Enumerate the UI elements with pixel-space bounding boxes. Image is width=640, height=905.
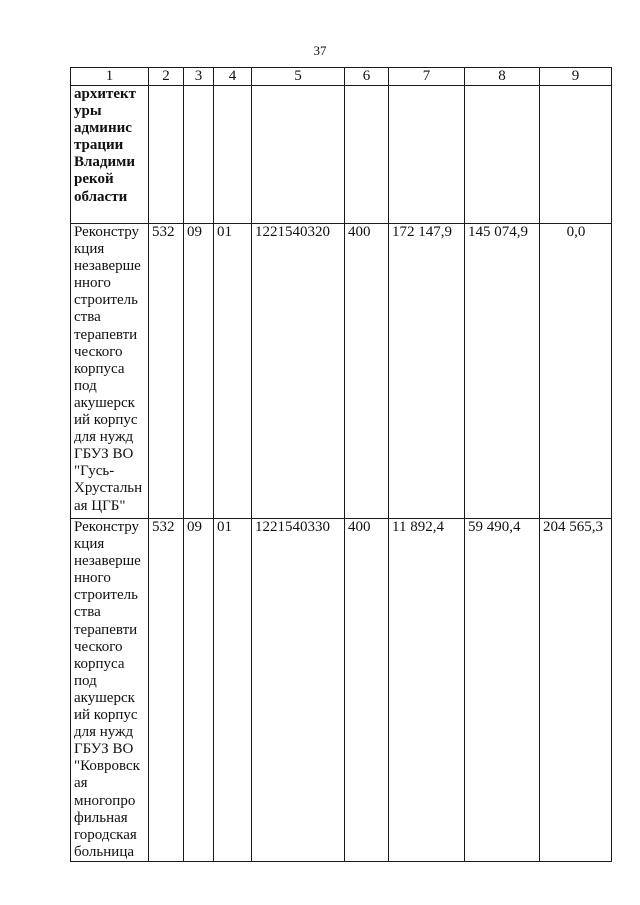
table-cell: 59 490,4 xyxy=(465,519,540,862)
row-name-cell: Реконстру кция незаверше нного строитель ства терапевти ческого корпуса под акушерск ий корпус для нужд ГБУЗ ВО "Ковровск ая многопро фильная городская больница xyxy=(71,519,149,862)
table-cell: 09 xyxy=(184,224,214,519)
table-cell: 0,0 xyxy=(540,224,612,519)
table-cell: 09 xyxy=(184,519,214,862)
table-cell xyxy=(465,86,540,224)
row-name-cell: архитект уры админис трации Владими рекой области xyxy=(71,86,149,224)
table-cell xyxy=(184,86,214,224)
page-number: 37 xyxy=(313,43,327,58)
table-cell: 172 147,9 xyxy=(389,224,465,519)
budget-table xyxy=(70,67,612,862)
table-cell: 204 565,3 xyxy=(540,519,612,862)
table-cell xyxy=(149,86,184,224)
column-header: 8 xyxy=(465,68,540,86)
table-row xyxy=(71,224,612,519)
table-cell: 145 074,9 xyxy=(465,224,540,519)
table-cell: 01 xyxy=(214,224,252,519)
column-header: 9 xyxy=(540,68,612,86)
column-header: 2 xyxy=(149,68,184,86)
table-cell xyxy=(252,86,345,224)
table-cell: 400 xyxy=(345,519,389,862)
table-cell xyxy=(345,86,389,224)
header-row xyxy=(71,68,612,86)
table-cell: 1221540320 xyxy=(252,224,345,519)
table-cell: 532 xyxy=(149,224,184,519)
table-cell: 532 xyxy=(149,519,184,862)
column-header: 7 xyxy=(389,68,465,86)
column-header: 4 xyxy=(214,68,252,86)
table-row xyxy=(71,86,612,224)
column-header: 1 xyxy=(71,68,149,86)
column-header: 3 xyxy=(184,68,214,86)
table-cell: 1221540330 xyxy=(252,519,345,862)
column-header: 5 xyxy=(252,68,345,86)
table-cell: 400 xyxy=(345,224,389,519)
table-cell xyxy=(540,86,612,224)
column-header: 6 xyxy=(345,68,389,86)
table-cell: 11 892,4 xyxy=(389,519,465,862)
table-cell xyxy=(389,86,465,224)
table-row xyxy=(71,519,612,862)
table-cell: 01 xyxy=(214,519,252,862)
row-name-cell: Реконстру кция незаверше нного строитель ства терапевти ческого корпуса под акушерск ий корпус для нужд ГБУЗ ВО "Гусь- Хрустальн ая ЦГБ" xyxy=(71,224,149,519)
table-cell xyxy=(214,86,252,224)
